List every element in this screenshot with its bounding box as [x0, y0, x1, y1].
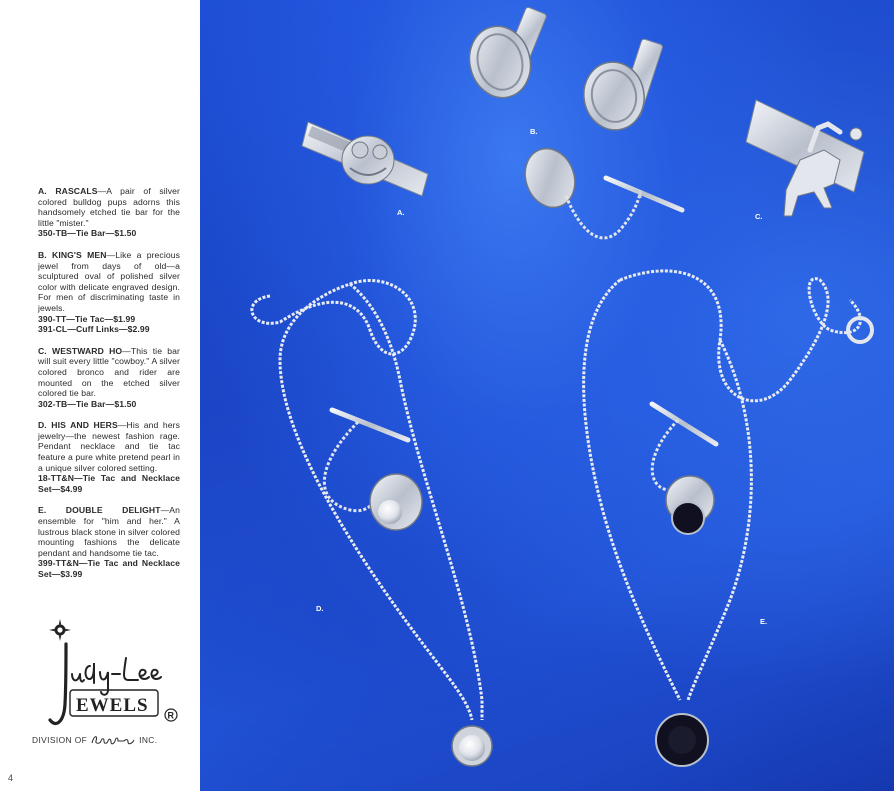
- jewel-sparkle-icon: [49, 619, 71, 641]
- product-descriptions: [38, 186, 180, 591]
- product-description: [38, 420, 180, 473]
- product-name: E. DOUBLE DELIGHT: [38, 505, 161, 516]
- product-description: [38, 505, 180, 558]
- product-name: D. HIS AND HERS: [38, 420, 118, 431]
- product-description: [38, 186, 180, 228]
- product-body: —A pair of silver colored bulldog pups adorns this handsomely etched tie bar for the little "mister.": [38, 186, 180, 228]
- product-entry: [38, 186, 180, 239]
- item-d-pearl-necklace: [252, 281, 492, 766]
- label-c: C.: [755, 212, 763, 221]
- product-name: B. KING'S MEN: [38, 249, 107, 260]
- division-prefix: DIVISION OF: [32, 735, 88, 745]
- product-body: —Like a precious jewel from days of old—a sculptured oval of polished silver color with delicate engraved design. For men of discriminating taste in jewels.: [38, 249, 180, 313]
- item-d-pearl-tie-tac: [324, 410, 422, 530]
- product-code-price: 390-TT—Tie Tac—$1.99: [38, 313, 136, 324]
- product-entry: [38, 420, 180, 494]
- judy-lee-jewels-logo: [34, 616, 194, 748]
- label-a: A.: [397, 208, 405, 217]
- division-line: [32, 733, 202, 747]
- product-body: —An ensemble for "him and her." A lustrous black stone in silver colored mounting fashions the delicate pendant and handsome tie tac.: [38, 505, 180, 558]
- page-number: 4: [8, 773, 14, 783]
- product-description: [38, 250, 180, 314]
- svg-text:R: R: [167, 710, 174, 721]
- product-code-price: 391-CL—Cuff Links—$2.99: [38, 324, 150, 335]
- item-a-bulldog-tie-bar: [302, 122, 428, 196]
- product-entry: [38, 346, 180, 410]
- product-name: A. RASCALS: [38, 186, 98, 196]
- item-b-cuff-links: [462, 7, 663, 135]
- product-code-price: 350-TB—Tie Bar—$1.50: [38, 228, 137, 239]
- item-e-black-stone-tie-tac: [652, 404, 716, 534]
- division-suffix: INC.: [139, 735, 158, 745]
- label-e: E.: [760, 617, 768, 626]
- product-code-price: 18-TT&N—Tie Tac and Necklace Set—$4.99: [38, 473, 180, 494]
- jewelry-photo: [200, 0, 894, 791]
- jewelry-illustration: [200, 0, 894, 791]
- product-entry: [38, 505, 180, 579]
- product-body: —This tie bar will suit every little "cowboy." A silver colored bronco and rider are mounted on the etched silver colored tie bar.: [38, 345, 180, 399]
- product-code-price: 399-TT&N—Tie Tac and Necklace Set—$3.99: [38, 558, 180, 579]
- item-b-tie-tac: [517, 142, 682, 238]
- product-entry: [38, 250, 180, 335]
- product-body: —His and hers jewelry—the newest fashion rage. Pendant necklace and tie tac feature a pure white pretend pearl in a unique silver colored setting.: [38, 420, 181, 473]
- svg-text:EWELS: EWELS: [76, 695, 149, 716]
- item-e-black-stone-necklace: [584, 271, 872, 766]
- label-d: D.: [316, 604, 324, 613]
- label-b: B.: [530, 127, 538, 136]
- product-description: [38, 346, 180, 399]
- item-c-bronco-tie-bar: [746, 100, 864, 216]
- product-name: C. WESTWARD HO: [38, 345, 123, 356]
- product-code-price: 302-TB—Tie Bar—$1.50: [38, 398, 137, 409]
- blanch-ette-signature: [90, 733, 136, 747]
- copy-panel: [0, 0, 200, 791]
